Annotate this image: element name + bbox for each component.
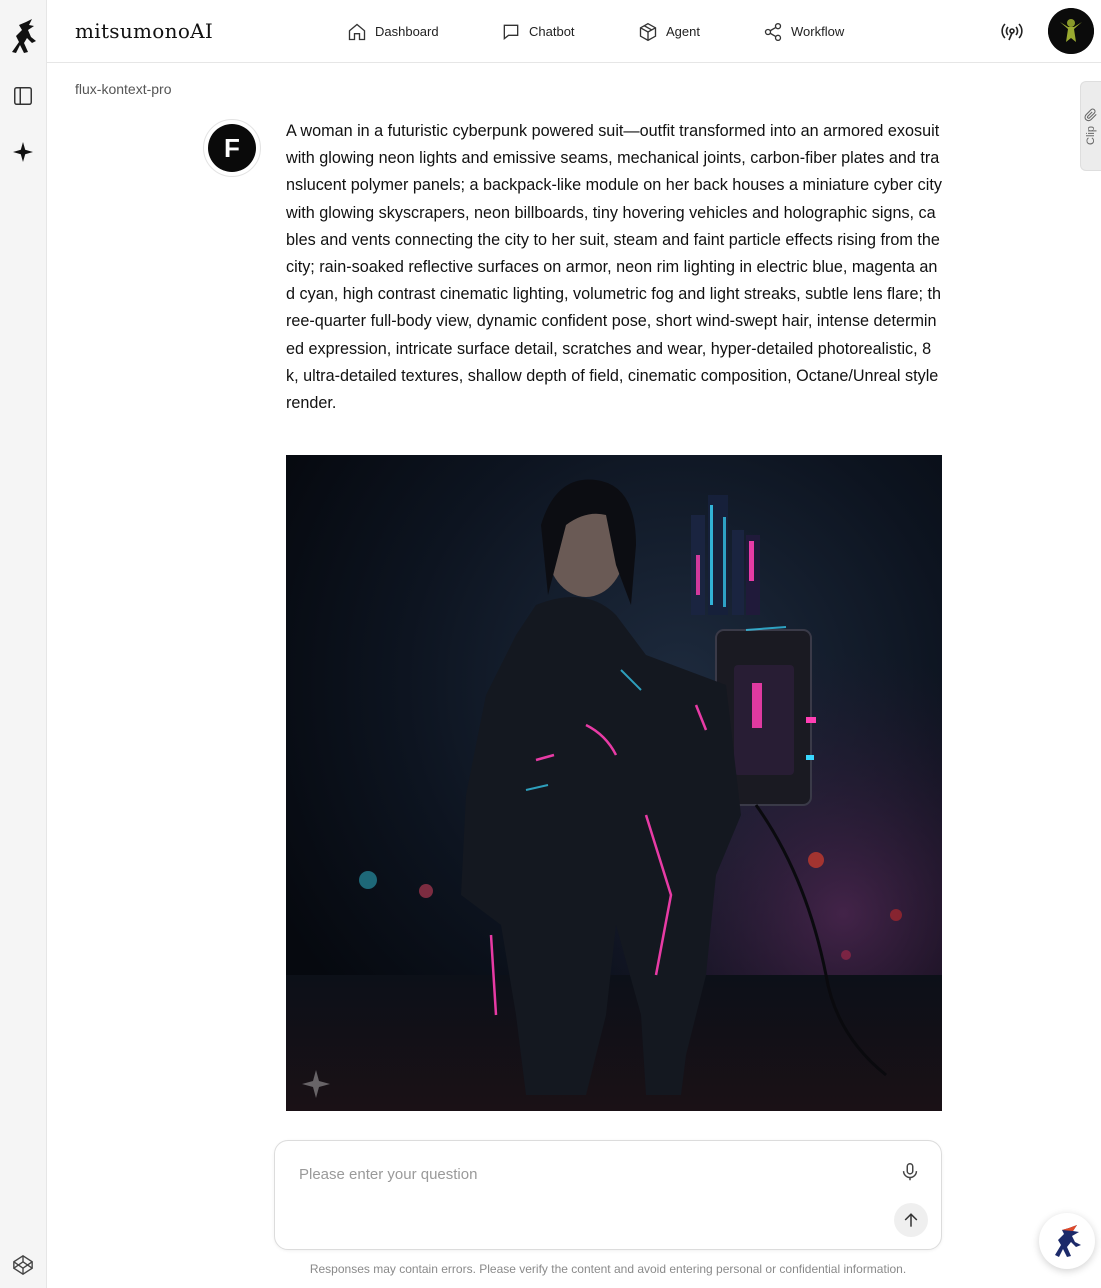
nav-agent[interactable] [638,0,700,63]
send-button[interactable] [894,1203,928,1237]
assistant-fab[interactable] [1039,1213,1095,1269]
model-name: flux-kontext-pro [75,81,172,97]
generated-image[interactable] [286,455,942,1111]
microphone-icon[interactable] [899,1161,923,1185]
nav-workflow[interactable] [763,0,844,63]
nav-label: Workflow [791,24,845,39]
user-avatar[interactable] [1048,8,1094,54]
nav-label: Chatbot [529,24,575,39]
nav-chatbot[interactable] [501,0,575,63]
clip-tab[interactable] [1080,81,1101,171]
nav-dashboard[interactable] [347,0,439,63]
nav-label: Agent [666,24,700,39]
nav-label: Dashboard [375,24,439,39]
model-avatar [203,119,261,177]
sparkle-icon[interactable] [10,139,36,165]
ninja-logo-icon[interactable] [6,16,40,56]
left-rail [0,0,47,1288]
avatar-letter: F [208,124,256,172]
arrow-up-icon [901,1210,921,1230]
question-input[interactable] [299,1163,879,1185]
codepen-icon[interactable] [10,1252,36,1278]
home-icon [347,22,367,42]
clip-tab-label: Clip [1085,125,1097,145]
chat-bubble-icon [501,22,521,42]
paperclip-icon [1084,108,1098,122]
disclaimer-text: Responses may contain errors. Please verify the content and avoid entering personal or confidential information. [309,1262,907,1276]
ninja-mascot-icon [1047,1221,1087,1261]
sidebar-toggle-icon[interactable] [10,83,36,109]
top-header [47,0,1101,63]
prompt-text: A woman in a futuristic cyberpunk powered suit—outfit transformed into an armored exosuit with glowing neon lights and emissive seams, mechanical joints, carbon-fiber plates and translucent polymer panels; a backpack-like module on her back houses a miniature cyber city with glowing skyscrapers, neon billboards, tiny hovering vehicles and holographic signs, cables and vents connecting the city to her suit, steam and faint particle effects rising from the city; rain-soaked reflective surfaces on armor, neon rim lighting in electric blue, magenta and cyan, high contrast cinematic lighting, volumetric fog and light streaks, subtle lens flare; three-quarter full-body view, dynamic confident pose, short wind-swept hair, intense determined expression, intricate surface detail, scratches and wear, hyper-detailed photorealistic, 8k, ultra-detailed textures, shallow depth of field, cinematic composition, Octane/Unreal style render. [286,122,942,413]
share-nodes-icon [763,22,783,42]
brand-name[interactable]: mitsumonoAI [75,19,214,43]
chat-composer [274,1140,942,1250]
cube-icon [638,22,658,42]
broadcast-icon[interactable] [1001,18,1027,44]
